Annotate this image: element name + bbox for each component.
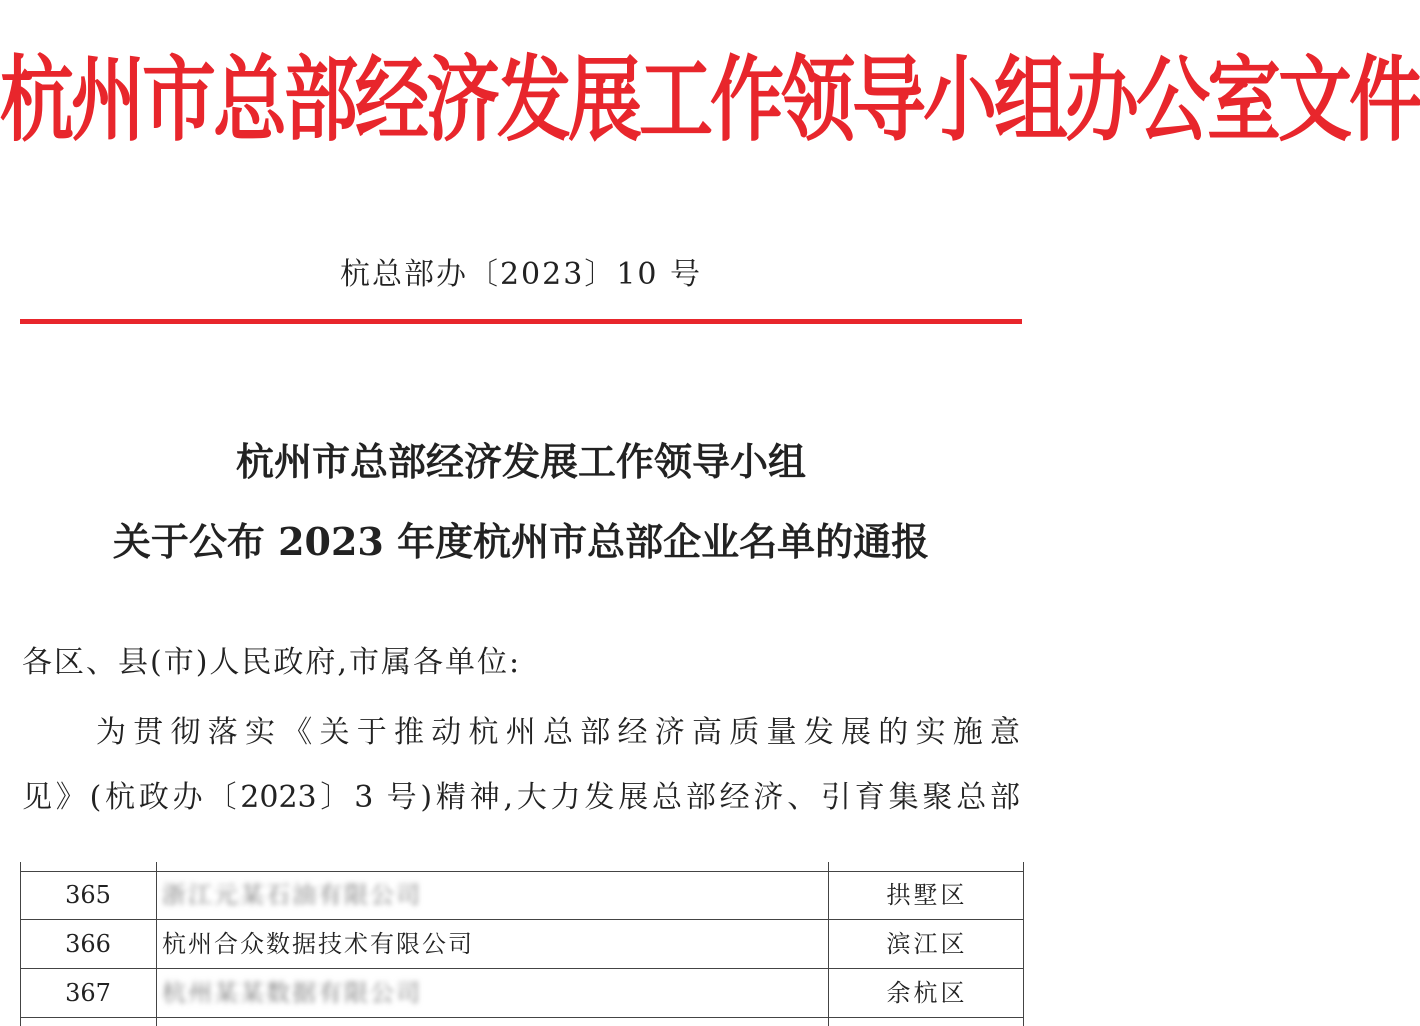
document-title-line-1: 杭州市总部经济发展工作领导小组 xyxy=(235,439,806,484)
row-number: 367 xyxy=(65,979,111,1007)
district: 拱墅区 xyxy=(886,881,968,909)
document-title-line-2: 关于公布 2023 年度杭州市总部企业名单的通报 xyxy=(112,519,930,564)
table-row-line xyxy=(20,1017,1024,1018)
table-divider-district xyxy=(828,862,829,1026)
document-masthead: 杭州市总部经济发展工作领导小组办公室文件 xyxy=(0,46,1420,155)
district: 滨江区 xyxy=(886,930,968,958)
row-number: 365 xyxy=(65,881,111,909)
document-number: 杭总部办〔2023〕10 号 xyxy=(339,257,703,292)
district: 余杭区 xyxy=(886,979,968,1007)
table-row-line xyxy=(20,919,1024,920)
salutation: 各区、县(市)人民政府,市属各单位: xyxy=(22,645,522,680)
body-paragraph-line-2: 见》(杭政办〔2023〕3 号)精神,大力发展总部经济、引育集聚总部 xyxy=(22,780,1020,815)
table-row-line xyxy=(20,968,1024,969)
body-paragraph-line-1: 为贯彻落实《关于推动杭州总部经济高质量发展的实施意 xyxy=(96,715,1020,750)
table-divider-no xyxy=(156,862,157,1026)
red-divider xyxy=(20,319,1022,324)
company-name: 杭州合众数据技术有限公司 xyxy=(162,930,474,958)
enterprise-table-fragment xyxy=(20,862,1024,1026)
company-name-redacted: 浙江元某石油有限公司 xyxy=(162,881,422,909)
row-number: 366 xyxy=(65,930,111,958)
company-name-redacted: 杭州某某数据有限公司 xyxy=(162,979,422,1007)
table-row-line xyxy=(20,871,1024,872)
